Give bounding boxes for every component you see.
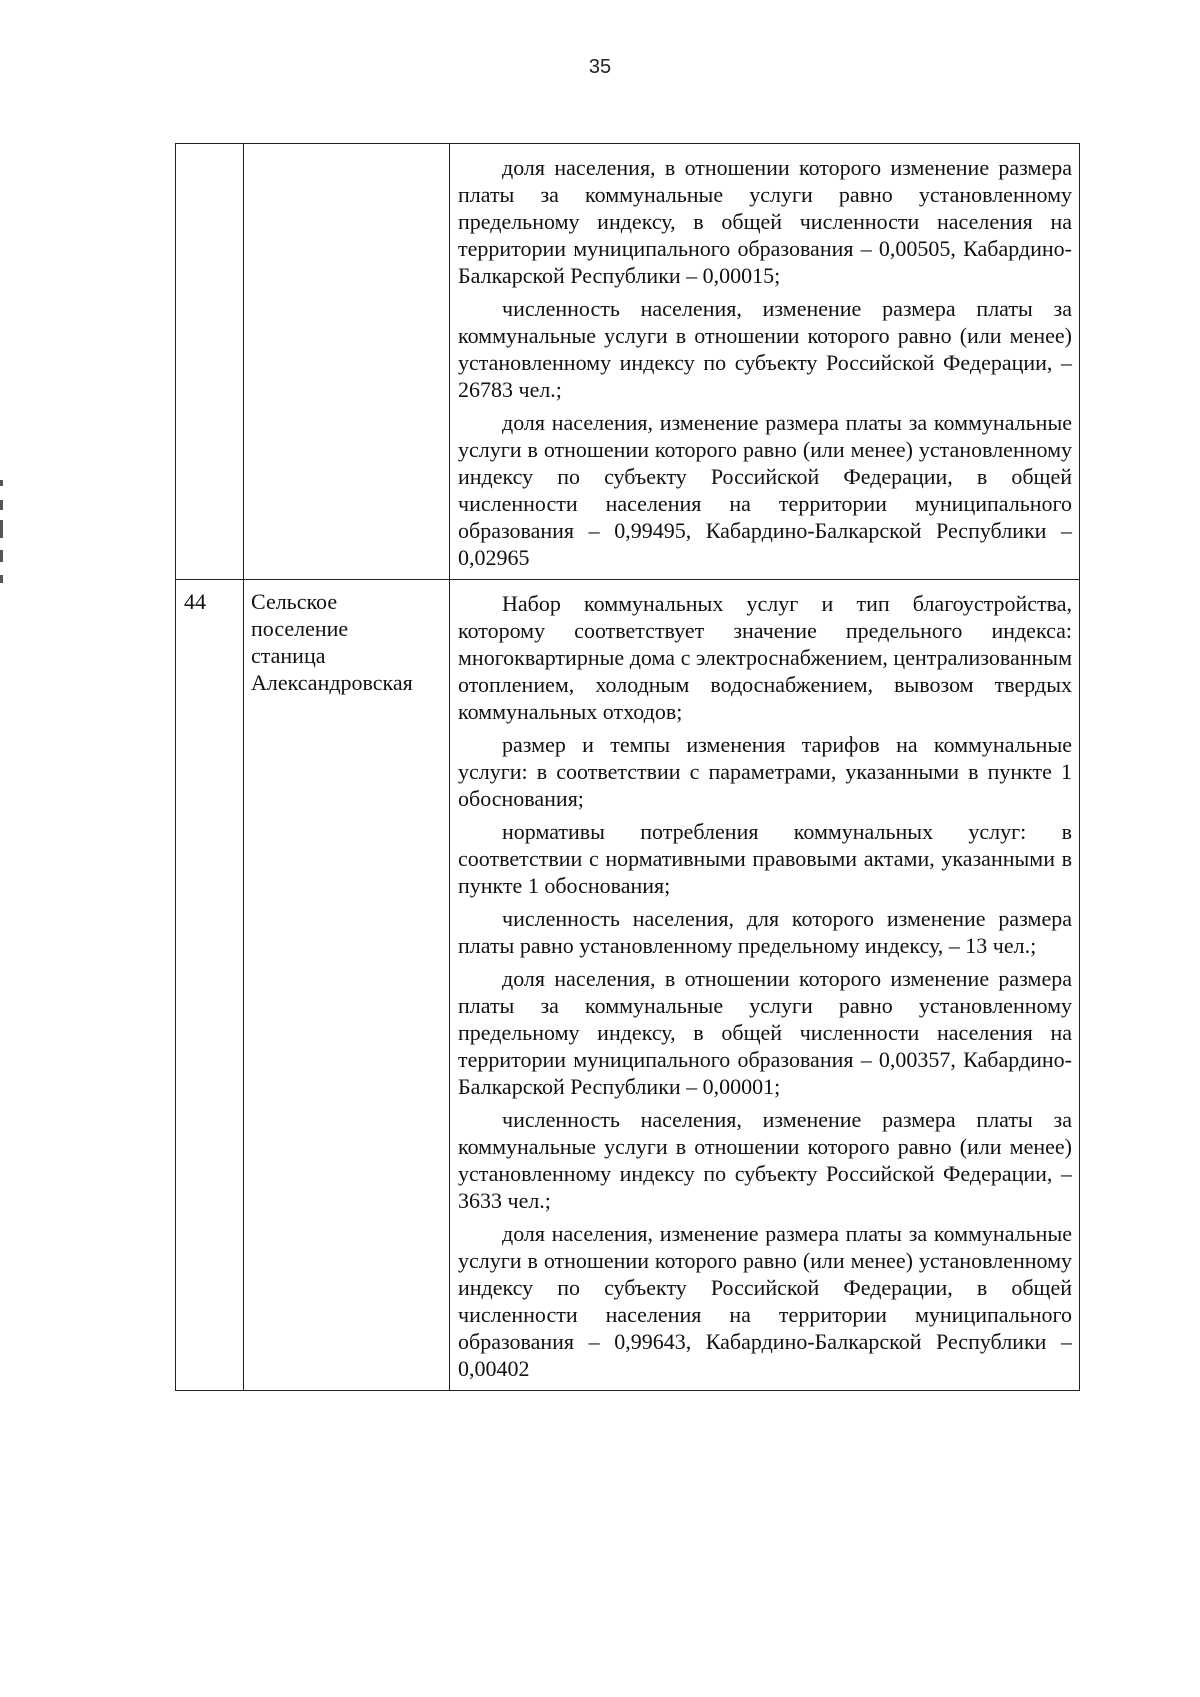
scan-edge-marks [0,480,4,590]
paragraph: доля населения, изменение размера платы за коммунальные услуги в отношении которого равно (или менее) установленному индексу по субъекту Российской Федерации, в общей численности населения на территории муниципального образования – 0,99495, Кабардино-Балкарской Республики – 0,02965 [458,410,1072,570]
paragraph: численность населения, изменение размера платы за коммунальные услуги в отношении которого равно (или менее) установленному индексу по субъекту Российской Федерации, – 3633 чел.; [458,1107,1072,1213]
row-number-cell: 44 [176,580,244,1391]
municipality-name-line: Александровская [251,670,413,695]
municipal-index-table [175,143,1080,1391]
municipality-name-cell [244,580,450,1391]
description-cell [450,580,1080,1391]
row-number-cell [176,144,244,580]
table-row [176,144,1080,580]
municipality-name-cell [244,144,450,580]
table-row [176,580,1080,1391]
paragraph: доля населения, в отношении которого изменение размера платы за коммунальные услуги равно установленному предельному индексу, в общей численности населения на территории муниципального образования – 0,00505, Кабардино-Балкарской Республики – 0,00015; [458,155,1072,288]
paragraph: доля населения, в отношении которого изменение размера платы за коммунальные услуги равно установленному предельному индексу, в общей численности населения на территории муниципального образования – 0,00357, Кабардино-Балкарской Республики – 0,00001; [458,966,1072,1099]
municipality-name-line: поселение [251,616,349,641]
paragraph: численность населения, для которого изменение размера платы равно установленному предельному индексу, – 13 чел.; [458,906,1072,958]
municipality-name-line: Сельское [251,589,338,614]
page-number: 35 [588,56,612,78]
municipality-name-line: станица [251,643,326,668]
paragraph: нормативы потребления коммунальных услуг: в соответствии с нормативными правовыми актами, указанными в пункте 1 обоснования; [458,819,1072,898]
paragraph: Набор коммунальных услуг и тип благоустройства, которому соответствует значение предельного индекса: многоквартирные дома с электроснабжением, централизованным отоплением, холодным водоснабжением, вывозом твердых коммунальных отходов; [458,591,1072,724]
paragraph: размер и темпы изменения тарифов на коммунальные услуги: в соответствии с параметрами, указанными в пункте 1 обоснования; [458,732,1072,811]
description-cell [450,144,1080,580]
paragraph: численность населения, изменение размера платы за коммунальные услуги в отношении которого равно (или менее) установленному индексу по субъекту Российской Федерации, – 26783 чел.; [458,296,1072,402]
paragraph: доля населения, изменение размера платы за коммунальные услуги в отношении которого равно (или менее) установленному индексу по субъекту Российской Федерации, в общей численности населения на территории муниципального образования – 0,99643, Кабардино-Балкарской Республики – 0,00402 [458,1221,1072,1381]
